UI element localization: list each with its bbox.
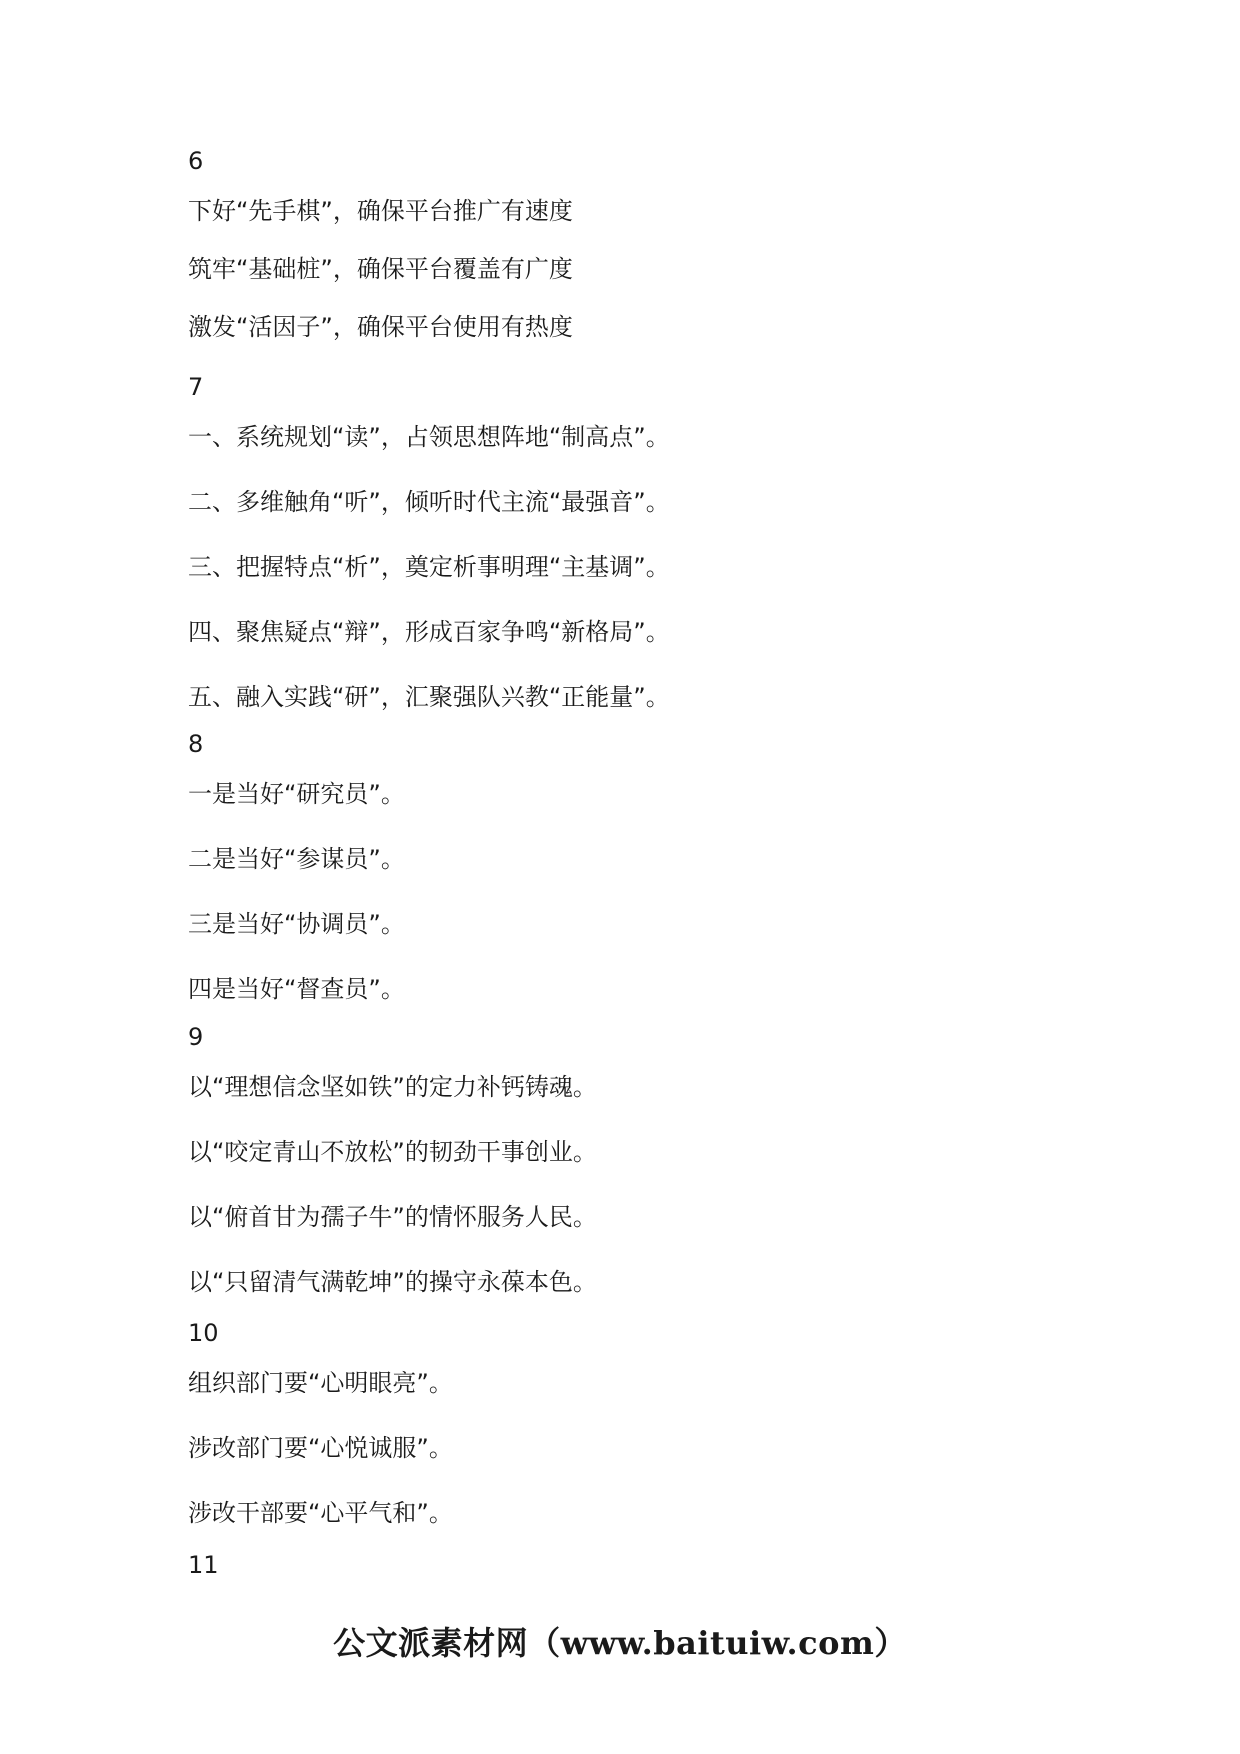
text-line: 三、把握特点“析”，奠定析事明理“主基调”。: [188, 553, 670, 581]
text-line: 下好“先手棋”，确保平台推广有速度: [188, 197, 573, 225]
section-number: 7: [188, 373, 204, 401]
text-line: 一是当好“研究员”。: [188, 780, 405, 808]
text-line: 以“咬定青山不放松”的韧劲干事创业。: [188, 1138, 597, 1166]
text-line: 以“理想信念坚如铁”的定力补钙铸魂。: [188, 1073, 597, 1101]
footer-watermark: 公文派素材网（www.baituiw.com）: [333, 1624, 907, 1662]
text-line: 四是当好“督查员”。: [188, 975, 405, 1003]
text-line: 二是当好“参谋员”。: [188, 845, 405, 873]
text-line: 三是当好“协调员”。: [188, 910, 405, 938]
section-number: 9: [188, 1023, 204, 1051]
text-line: 一、系统规划“读”，占领思想阵地“制高点”。: [188, 423, 670, 451]
text-line: 以“只留清气满乾坤”的操守永葆本色。: [188, 1268, 597, 1296]
text-line: 涉改部门要“心悦诚服”。: [188, 1434, 453, 1462]
text-line: 涉改干部要“心平气和”。: [188, 1499, 453, 1527]
text-line: 筑牢“基础桩”，确保平台覆盖有广度: [188, 255, 573, 283]
text-line: 二、多维触角“听”，倾听时代主流“最强音”。: [188, 488, 670, 516]
text-line: 五、融入实践“研”，汇聚强队兴教“正能量”。: [188, 683, 670, 711]
section-number: 6: [188, 147, 204, 175]
text-line: 激发“活因子”，确保平台使用有热度: [188, 313, 573, 341]
section-number: 8: [188, 730, 204, 758]
section-number: 11: [188, 1551, 219, 1579]
text-line: 四、聚焦疑点“辩”，形成百家争鸣“新格局”。: [188, 618, 670, 646]
section-number: 10: [188, 1319, 219, 1347]
text-line: 以“俯首甘为孺子牛”的情怀服务人民。: [188, 1203, 597, 1231]
text-line: 组织部门要“心明眼亮”。: [188, 1369, 453, 1397]
